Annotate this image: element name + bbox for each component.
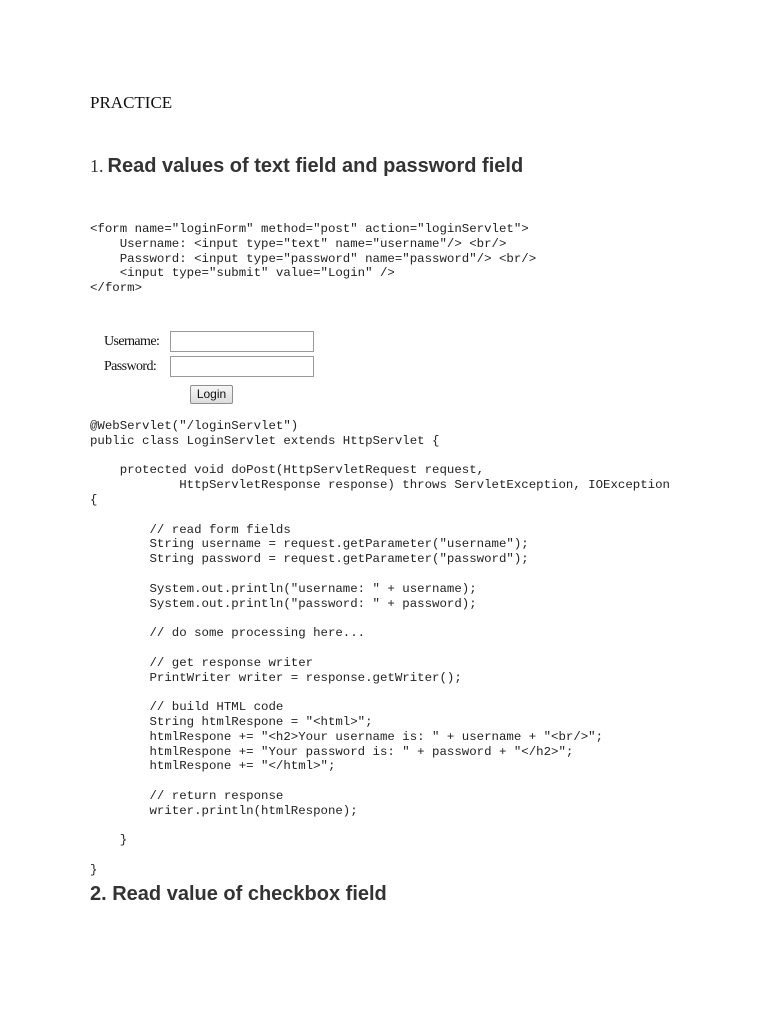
password-label: Password: — [104, 359, 157, 374]
section-1-number: 1. — [90, 156, 104, 176]
java-servlet-code-block: @WebServlet("/loginServlet") public class LoginServlet extends HttpServlet { protected void doPost(HttpServletRequest request, HttpServletResponse response) throws ServletException, IOException { // read form fields String username = request.getParameter("username"); String password = request.getParameter("password"); System.out.println("username: " + username); System.out.println("password: " + password); // do some processing here... // get response writer PrintWriter writer = response.getWriter(); // build HTML code String htmlRespone = "<html>"; htmlRespone += "<h2>Your username is: " + username + "<br/>"; htmlRespone += "Your password is: " + password + "</h2>"; htmlRespone += "</html>"; // return response writer.println(htmlRespone); } } — [90, 419, 670, 877]
username-label: Username: — [104, 334, 160, 349]
html-form-code-block: <form name="loginForm" method="post" action="loginServlet"> Username: <input type="text" name="username"/> <br/> Password: <input type="password" name="password"/> <br/> <input type="submit" value="Login" /> </form> — [90, 222, 537, 296]
section-1-title: Read values of text field and password field — [107, 155, 524, 177]
document-heading: PRACTICE — [90, 93, 173, 112]
password-input[interactable] — [170, 356, 314, 377]
login-button[interactable]: Login — [190, 385, 233, 404]
section-2-heading: 2. Read value of checkbox field — [90, 883, 387, 905]
section-1-heading — [90, 155, 523, 178]
username-input[interactable] — [170, 331, 314, 352]
